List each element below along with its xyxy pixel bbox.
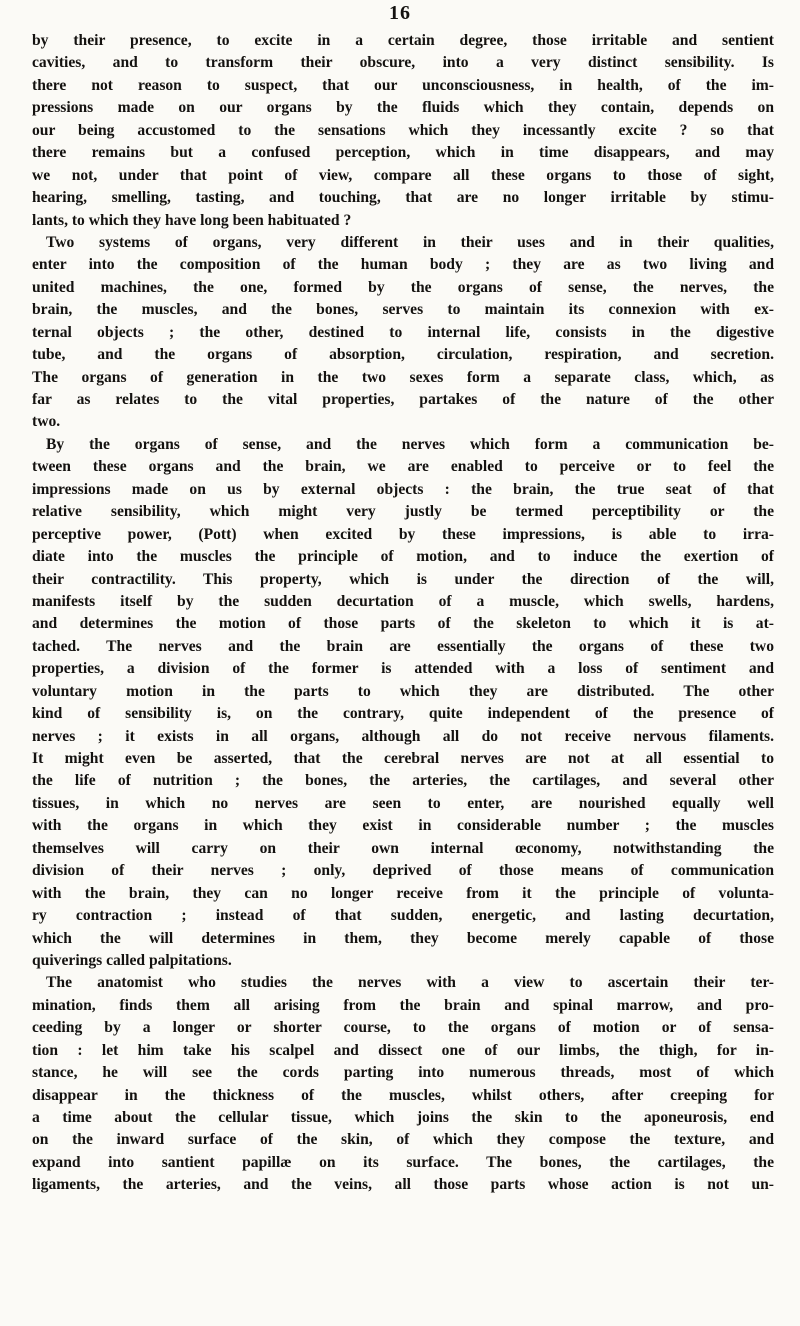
text-line: expand into santient papillæ on its surface. The bones, the cartilages, the <box>32 1153 774 1171</box>
text-line: brain, the muscles, and the bones, serves to maintain its connexion with ex- <box>32 301 774 319</box>
text-line: kind of sensibility is, on the contrary, quite independent of the presence of <box>32 705 774 723</box>
text-line: voluntary motion in the parts to which they are distributed. The other <box>32 682 774 700</box>
text-line: ry contraction ; instead of that sudden, energetic, and lasting decurtation, <box>32 907 774 925</box>
text-line: a time about the cellular tissue, which joins the skin to the aponeurosis, end <box>32 1109 774 1126</box>
text-line: nerves ; it exists in all organs, although all do not receive nervous filaments. <box>32 727 774 745</box>
text-line: manifests itself by the sudden decurtation of a muscle, which swells, hardens, <box>32 592 774 610</box>
text-line: tached. The nerves and the brain are essentially the organs of these two <box>32 637 774 655</box>
text-line: tissues, in which no nerves are seen to enter, are nourished equally well <box>32 794 774 812</box>
text-line: far as relates to the vital properties, partakes of the nature of the other <box>32 391 774 408</box>
text-line: there not reason to suspect, that our unconsciousness, in health, of the im- <box>32 76 774 94</box>
text-line: enter into the composition of the human body ; they are as two living and <box>32 256 774 274</box>
text-line: which the will determines in them, they become merely capable of those <box>32 929 774 947</box>
text-line: ligaments, the arteries, and the veins, all those parts whose action is not un- <box>32 1176 774 1194</box>
text-line: with the brain, they can no longer receive from it the principle of volunta- <box>32 884 774 902</box>
text-line: our being accustomed to the sensations which they incessantly excite ? so that <box>32 121 774 139</box>
text-line: two. <box>32 413 61 431</box>
text-line: properties, a division of the former is attended with a loss of sentiment and <box>32 660 774 678</box>
text-line: stance, he will see the cords parting into numerous threads, most of which <box>32 1064 774 1082</box>
text-line: the life of nutrition ; the bones, the arteries, the cartilages, and several other <box>32 772 774 790</box>
page-number: 16 <box>389 2 411 24</box>
text-line: cavities, and to transform their obscure, into a very distinct sensibility. Is <box>32 54 774 72</box>
text-line: quiverings called palpitations. <box>32 951 232 969</box>
text-line: on the inward surface of the skin, of which they compose the texture, and <box>32 1131 774 1149</box>
text-line: diate into the muscles the principle of motion, and to induce the exertion of <box>32 548 774 566</box>
text-line: division of their nerves ; only, deprived of those means of communication <box>32 862 774 880</box>
text-line: lants, to which they have long been habituated ? <box>32 211 352 229</box>
text-line: The anatomist who studies the nerves with a view to ascertain their ter- <box>46 974 774 992</box>
text-line: ceeding by a longer or shorter course, to the organs of motion or of sensa- <box>32 1019 774 1037</box>
text-line: tube, and the organs of absorption, circulation, respiration, and secretion. <box>32 346 774 364</box>
text-line: relative sensibility, which might very justly be termed perceptibility or the <box>32 503 774 521</box>
text-line: by their presence, to excite in a certain degree, those irritable and sentient <box>32 32 774 49</box>
text-line: mination, finds them all arising from the brain and spinal marrow, and pro- <box>32 996 774 1014</box>
body-text <box>32 30 774 1197</box>
text-line: Two systems of organs, very different in their uses and in their qualities, <box>46 233 774 251</box>
text-line: there remains but a confused perception, which in time disappears, and may <box>32 144 774 162</box>
text-line: hearing, smelling, tasting, and touching, that are no longer irritable by stimu- <box>32 189 774 207</box>
text-line: ternal objects ; the other, destined to internal life, consists in the digestive <box>32 323 774 341</box>
text-line: disappear in the thickness of the muscles, whilst others, after creeping for <box>32 1086 774 1104</box>
text-line: By the organs of sense, and the nerves which form a communication be- <box>46 435 774 453</box>
text-line: with the organs in which they exist in considerable number ; the muscles <box>32 817 774 835</box>
text-line: their contractility. This property, which is under the direction of the will, <box>32 570 774 588</box>
text-line: united machines, the one, formed by the organs of sense, the nerves, the <box>32 278 774 296</box>
text-line: and determines the motion of those parts of the skeleton to which it is at- <box>32 615 774 633</box>
text-line: tion : let him take his scalpel and dissect one of our limbs, the thigh, for in- <box>32 1041 774 1059</box>
text-line: we not, under that point of view, compare all these organs to those of sight, <box>32 166 774 184</box>
text-line: It might even be asserted, that the cerebral nerves are not at all essential to <box>32 750 774 767</box>
text-line: perceptive power, (Pott) when excited by these impressions, is able to irra- <box>32 525 774 543</box>
text-line: tween these organs and the brain, we are enabled to perceive or to feel the <box>32 458 774 476</box>
text-line: impressions made on us by external objects : the brain, the true seat of that <box>32 480 774 498</box>
text-line: themselves will carry on their own internal œconomy, notwithstanding the <box>32 839 774 857</box>
text-line: The organs of generation in the two sexes form a separate class, which, as <box>32 368 774 386</box>
text-line: pressions made on our organs by the fluids which they contain, depends on <box>32 99 774 117</box>
